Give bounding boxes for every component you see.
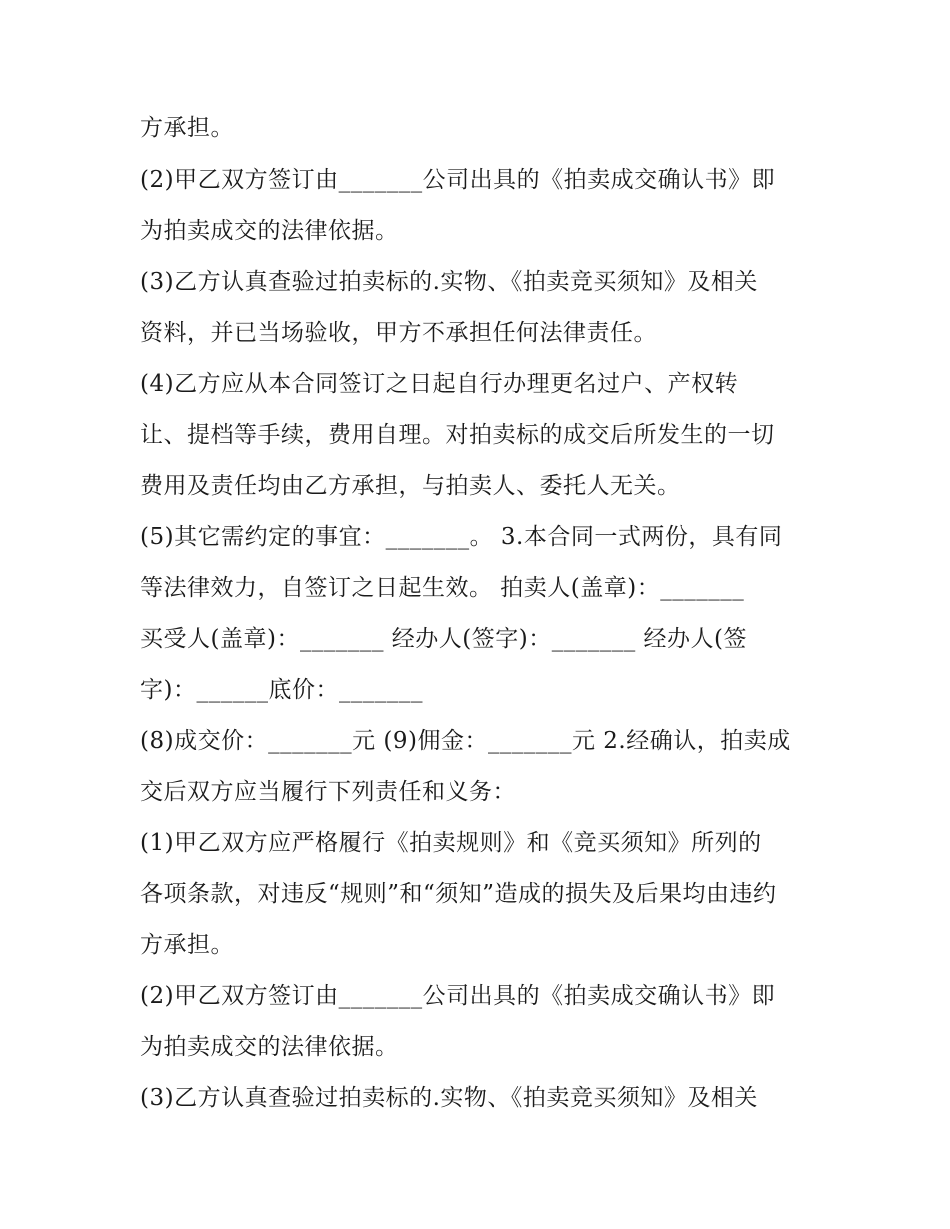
text-line: 字)：______底价：_______	[140, 677, 423, 703]
text-line: (2)甲乙双方签订由_______公司出具的《拍卖成交确认书》即	[140, 167, 776, 193]
text-line: 让、提档等手续，费用自理。对拍卖标的成交后所发生的一切	[140, 422, 775, 448]
text-line: 费用及责任均由乙方承担，与拍卖人、委托人无关。	[140, 473, 681, 499]
text-line: 方承担。	[140, 115, 234, 141]
text-line: 交后双方应当履行下列责任和义务：	[140, 779, 516, 805]
text-line: 买受人(盖章)：_______ 经办人(签字)：_______ 经办人(签	[140, 626, 747, 652]
text-line: 为拍卖成交的法律依据。	[140, 218, 399, 244]
text-line: (5)其它需约定的事宜：_______。 3.本合同一式两份，具有同	[140, 524, 783, 550]
text-line: 为拍卖成交的法律依据。	[140, 1034, 399, 1060]
text-line: (8)成交价：_______元 (9)佣金：_______元 2.经确认，拍卖成	[140, 728, 791, 754]
text-line: (3)乙方认真查验过拍卖标的.实物、《拍卖竞买须知》及相关	[140, 1085, 758, 1111]
text-line: 等法律效力，自签订之日起生效。 拍卖人(盖章)：_______	[140, 575, 745, 601]
text-line: (2)甲乙双方签订由_______公司出具的《拍卖成交确认书》即	[140, 983, 776, 1009]
text-line: 方承担。	[140, 932, 234, 958]
text-line: (4)乙方应从本合同签订之日起自行办理更名过户、产权转	[140, 371, 739, 397]
text-line: (3)乙方认真查验过拍卖标的.实物、《拍卖竞买须知》及相关	[140, 269, 758, 295]
text-line: (1)甲乙双方应严格履行《拍卖规则》和《竞买须知》所列的	[140, 830, 762, 856]
text-line: 资料，并已当场验收，甲方不承担任何法律责任。	[140, 320, 657, 346]
text-line: 各项条款，对违反“规则”和“须知”造成的损失及后果均由违约	[140, 881, 777, 907]
